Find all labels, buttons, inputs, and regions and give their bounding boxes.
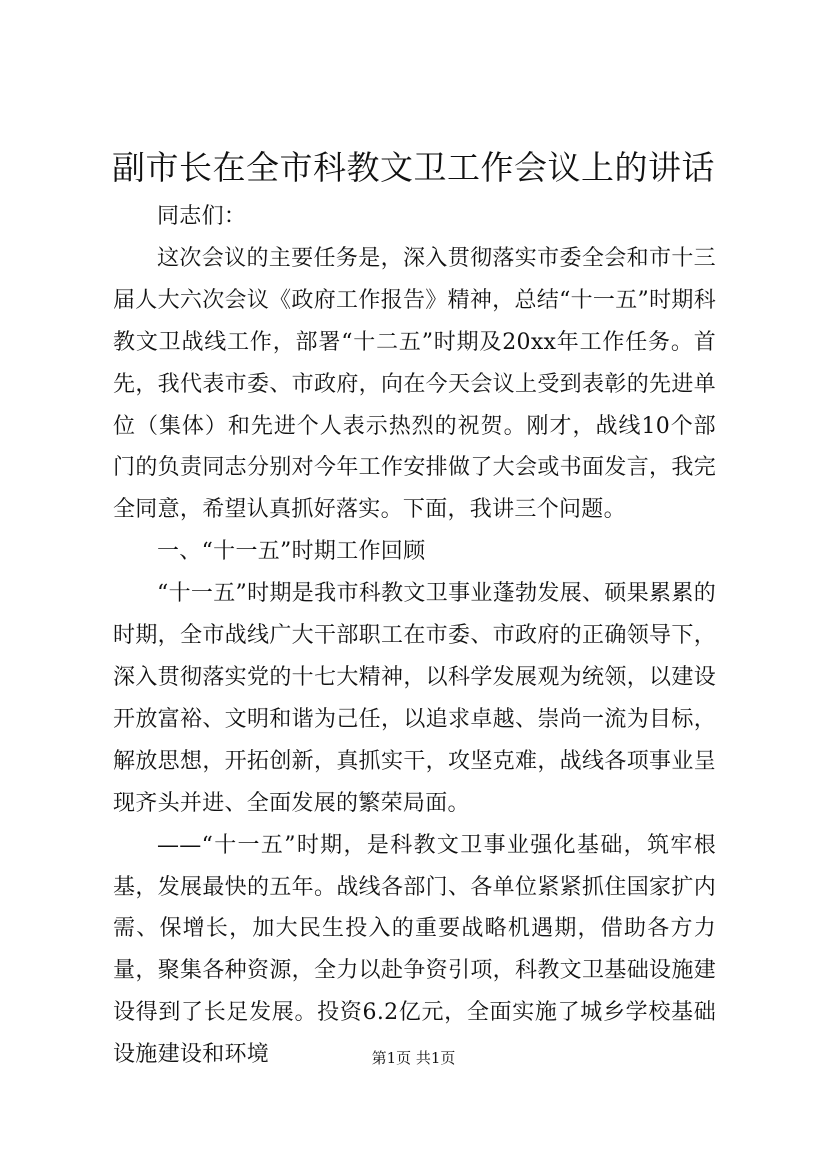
body-paragraph: ——“十一五”时期，是科教文卫事业强化基础，筑牢根基，发展最快的五年。战线各部门、各单位紧紧抓住国家扩内需、保增长，加大民生投入的重要战略机遇期，借助各方力量，聚集各种资源，全力以赴争资引项，科教文卫基础设施建设得到了长足发展。投资6.2亿元，全面实施了城乡学校基础设施建设和环境 — [113, 832, 716, 1068]
document-body — [113, 196, 716, 1076]
page-number-footer: 第1页 共1页 — [371, 1049, 456, 1067]
body-paragraph: 这次会议的主要任务是，深入贯彻落实市委全会和市十三届人大六次会议《政府工作报告》精神，总结“十一五”时期科教文卫战线工作，部署“十二五”时期及20xx年工作任务。首先，我代表市委、市政府，向在今天会议上受到表彰的先进单位（集体）和先进个人表示热烈的祝贺。刚才，战线10个部门的负责同志分别对今年工作安排做了大会或书面发言，我完全同意，希望认真抓好落实。下面，我讲三个问题。 — [113, 245, 716, 523]
document-title: 副市长在全市科教文卫工作会议上的讲话 — [112, 148, 715, 187]
greeting-paragraph: 同志们： — [157, 204, 247, 229]
section-heading: 一、“十一五”时期工作回顾 — [157, 539, 426, 565]
body-paragraph: “十一五”时期是我市科教文卫事业蓬勃发展、硕果累累的时期，全市战线广大干部职工在市委、市政府的正确领导下，深入贯彻落实党的十七大精神，以科学发展观为统领，以建设开放富裕、文明和谐为己任，以追求卓越、崇尚一流为目标，解放思想，开拓创新，真抓实干，攻坚克难，战线各项事业呈现齐头并进、全面发展的繁荣局面。 — [113, 581, 716, 816]
